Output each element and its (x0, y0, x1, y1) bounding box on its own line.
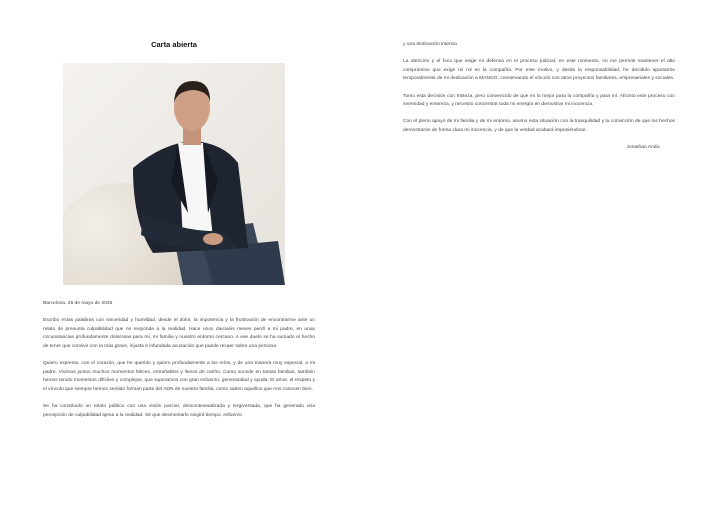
paragraph: La atención y el foco que exige mi defensa en el proceso judicial, en este momento, no me permite mantener el alto compromiso que exige mi rol en la compañía. Por este motivo, y desde la responsabilidad, he decidido apartarme temporalmente de mi dedicación a MANGO, conservando el vínculo con otros proyectos familiares, empresariales y sociales. (403, 59, 675, 82)
signature: Jonathan Andic (626, 145, 660, 151)
paragraph: Tomo esta decisión con tristeza, pero convencido de que es lo mejor para la compañía y para mí. Afronto este proceso con serenidad y entereza, y necesito concentrar toda mi energía en demostrar mi inocencia. (403, 93, 675, 108)
portrait-photo-icon (63, 63, 285, 285)
paragraph: Con el pleno apoyo de mi familia y de mi entorno, asumo esta situación con la tranquilidad y la convicción de que los hechos demostrarán de forma clara mi inocencia, y de que la verdad acabará imponiéndose. (403, 119, 675, 133)
portrait-photo (63, 63, 285, 285)
letter-title: Carta abierta (151, 40, 197, 49)
right-column (403, 41, 675, 153)
date-line: Barcelona, 26 de mayo de 2026 (43, 301, 113, 306)
paragraph: Escribo estas palabras con sinceridad y humildad, desde el dolor, la impotencia y la frustración de encontrarme ante un relato de presunta culpabilidad que no responde a la realidad. Hace unos dieciséis meses perdí a mi padre, en unas circunstancias profundamente dolorosas para mí, mi familia y nuestro entorno cercano. A ese duelo se ha sumado el hecho de tener que convivir con la más grave, injusta e infundada acusación que puede recaer sobre una persona. (43, 318, 315, 349)
paragraph: y una dedicación intensa. (403, 42, 459, 47)
left-column (43, 300, 315, 429)
paragraph: Quiero expresar, con el corazón, que he querido y quiero profundamente a los míos, y de una manera muy especial, a mi padre. Vivimos juntos muchos momentos felices, entrañables y llenos de cariño. Como sucede en tantas familias, también hemos tenido momentos difíciles y complejos, que superamos con gran esfuerzo, generosidad y ayuda. El amor, el respeto y el vínculo que siempre hemos sentido forman parte del ADN de nuestra familia, como saben aquellos que nos conocen bien. (43, 361, 315, 392)
paragraph: Se ha construido un relato público con una visión parcial, descontextualizada y tergiversada, que ha generado una percepción de culpabilidad ajena a la realidad. Sé que desmontarlo exigirá tiempo, esfuerzo (43, 404, 315, 418)
